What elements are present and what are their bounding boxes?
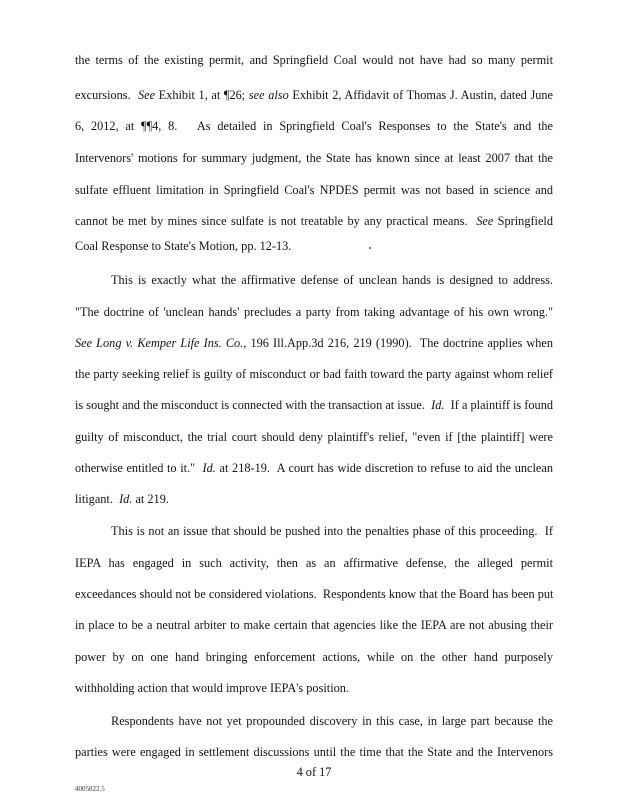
- text-line: See Long v. Kemper Life Ins. Co., 196 Ill.App.3d 216, 219 (1990). The doctrine applies when: [75, 336, 553, 350]
- text-line: Coal Response to State's Motion, pp. 12-13.: [75, 239, 292, 253]
- text-line: power by on one hand bringing enforcement actions, while on the other hand purposely: [75, 650, 553, 664]
- text-line: sulfate effluent limitation in Springfield Coal's NPDES permit was not based in science and: [75, 183, 553, 197]
- text-line: is sought and the misconduct is connected with the transaction at issue. Id. If a plaintiff is found: [75, 398, 553, 412]
- text-line: the terms of the existing permit, and Springfield Coal would not have had so many permit: [75, 53, 553, 67]
- page-number: 4 of 17: [296, 765, 332, 779]
- text-line: litigant. Id. at 219.: [75, 492, 169, 506]
- text-line: guilty of misconduct, the trial court should deny plaintiff's relief, "even if [the plaintiff] were: [75, 430, 553, 444]
- text-line: withholding action that would improve IEPA's position.: [75, 681, 349, 695]
- text-line: This is not an issue that should be pushed into the penalties phase of this proceeding. If: [111, 524, 553, 538]
- text-line: IEPA has engaged in such activity, then as an affirmative defense, the alleged permit: [75, 556, 553, 570]
- text-line: Intervenors' motions for summary judgment, the State has known since at least 2007 that the: [75, 151, 553, 165]
- text-line: This is exactly what the affirmative defense of unclean hands is designed to address.: [111, 273, 553, 287]
- text-line: 6, 2012, at ¶¶4, 8. As detailed in Springfield Coal's Responses to the State's and the: [75, 119, 553, 133]
- text-line: exceedances should not be considered violations. Respondents know that the Board has been put: [75, 587, 554, 601]
- text-line: otherwise entitled to it." Id. at 218-19. A court has wide discretion to refuse to aid the unclean: [75, 461, 553, 475]
- text-line: excursions. See Exhibit 1, at ¶26; see also Exhibit 2, Affidavit of Thomas J. Austin, dated June: [75, 88, 554, 102]
- text-line: parties were engaged in settlement discussions until the time that the State and the Intervenors: [75, 745, 553, 759]
- document-id: 4005822.5: [75, 785, 105, 793]
- text-line: Respondents have not yet propounded discovery in this case, in large part because the: [111, 714, 553, 728]
- text-line: the party seeking relief is guilty of misconduct or bad faith toward the party against whom relief: [75, 367, 553, 381]
- text-line: cannot be met by mines since sulfate is not treatable by any practical means. See Springfield: [75, 214, 553, 228]
- text-line: "The doctrine of 'unclean hands' precludes a party from taking advantage of his own wrong.": [75, 305, 553, 319]
- stray-mark: [369, 247, 371, 249]
- text-line: in place to be a neutral arbiter to make certain that agencies like the IEPA are not abusing their: [75, 618, 553, 632]
